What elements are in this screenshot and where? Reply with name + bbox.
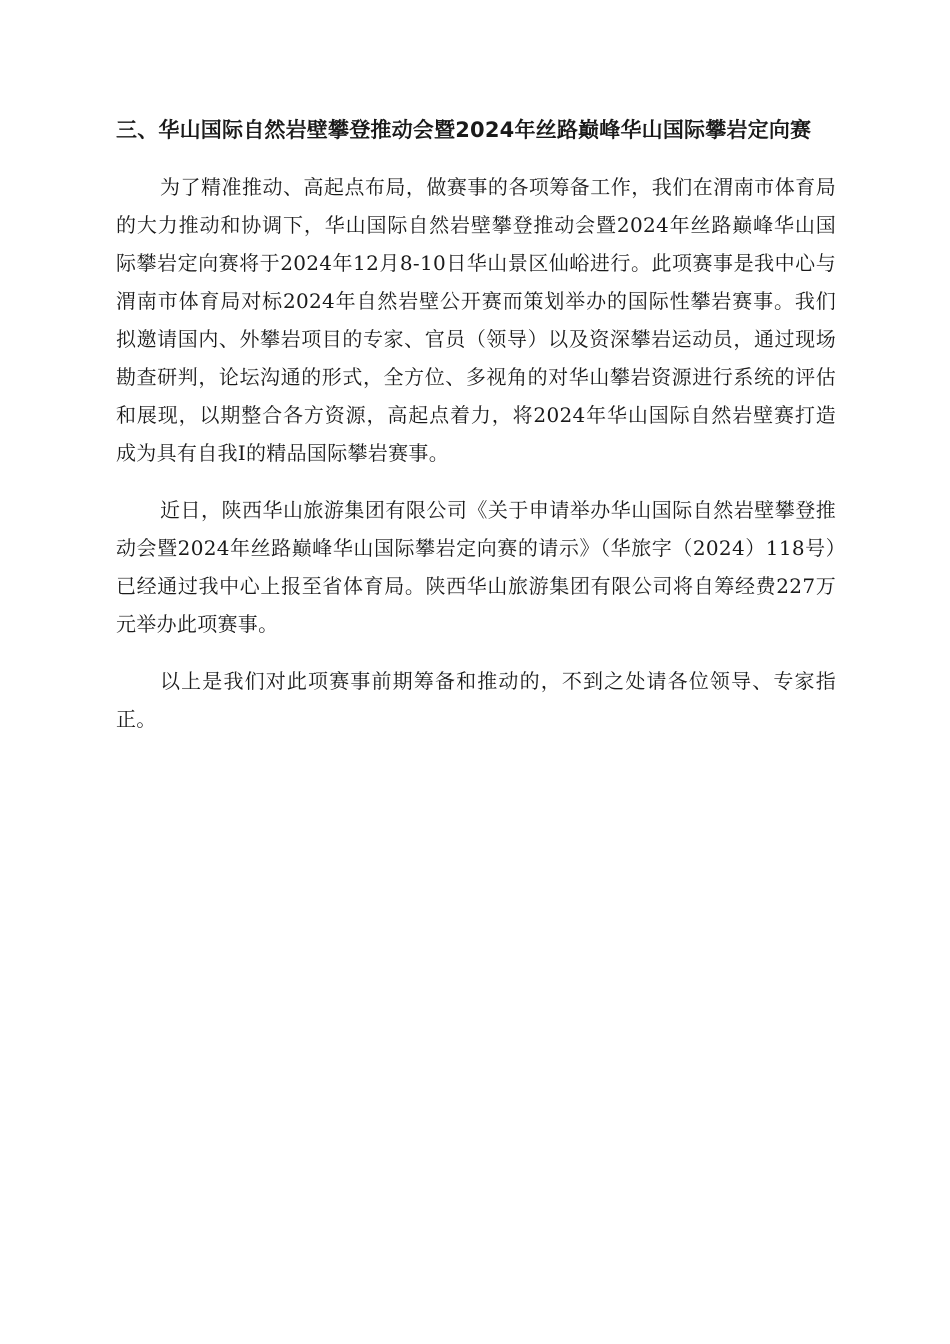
section-heading: 三、华山国际自然岩壁攀登推动会暨2024年丝路巅峰华山国际攀岩定向赛: [116, 118, 812, 142]
document-body: [116, 112, 836, 757]
paragraph-application: 近日，陕西华山旅游集团有限公司《关于申请举办华山国际自然岩壁攀登推动会暨2024年丝路巅峰华山国际攀岩定向赛的请示》（华旅字（2024）118号）已经通过我中心上报至省体育局。陕西华山旅游集团有限公司将自筹经费227万元举办此项赛事。: [116, 498, 836, 636]
paragraph-preparation: 为了精准推动、高起点布局，做赛事的各项筹备工作，我们在渭南市体育局的大力推动和协调下，华山国际自然岩壁攀登推动会暨2024年丝路巅峰华山国际攀岩定向赛将于2024年12月8-10日华山景区仙峪进行。此项赛事是我中心与渭南市体育局对标2024年自然岩壁公开赛而策划举办的国际性攀岩赛事。我们拟邀请国内、外攀岩项目的专家、官员（领导）以及资深攀岩运动员，通过现场勘查研判，论坛沟通的形式，全方位、多视角的对华山攀岩资源进行系统的评估和展现，以期整合各方资源，高起点着力，将2024年华山国际自然岩壁赛打造成为具有自我I的精品国际攀岩赛事。: [116, 175, 836, 465]
paragraph-closing: 以上是我们对此项赛事前期筹备和推动的，不到之处请各位领导、专家指正。: [116, 669, 836, 731]
